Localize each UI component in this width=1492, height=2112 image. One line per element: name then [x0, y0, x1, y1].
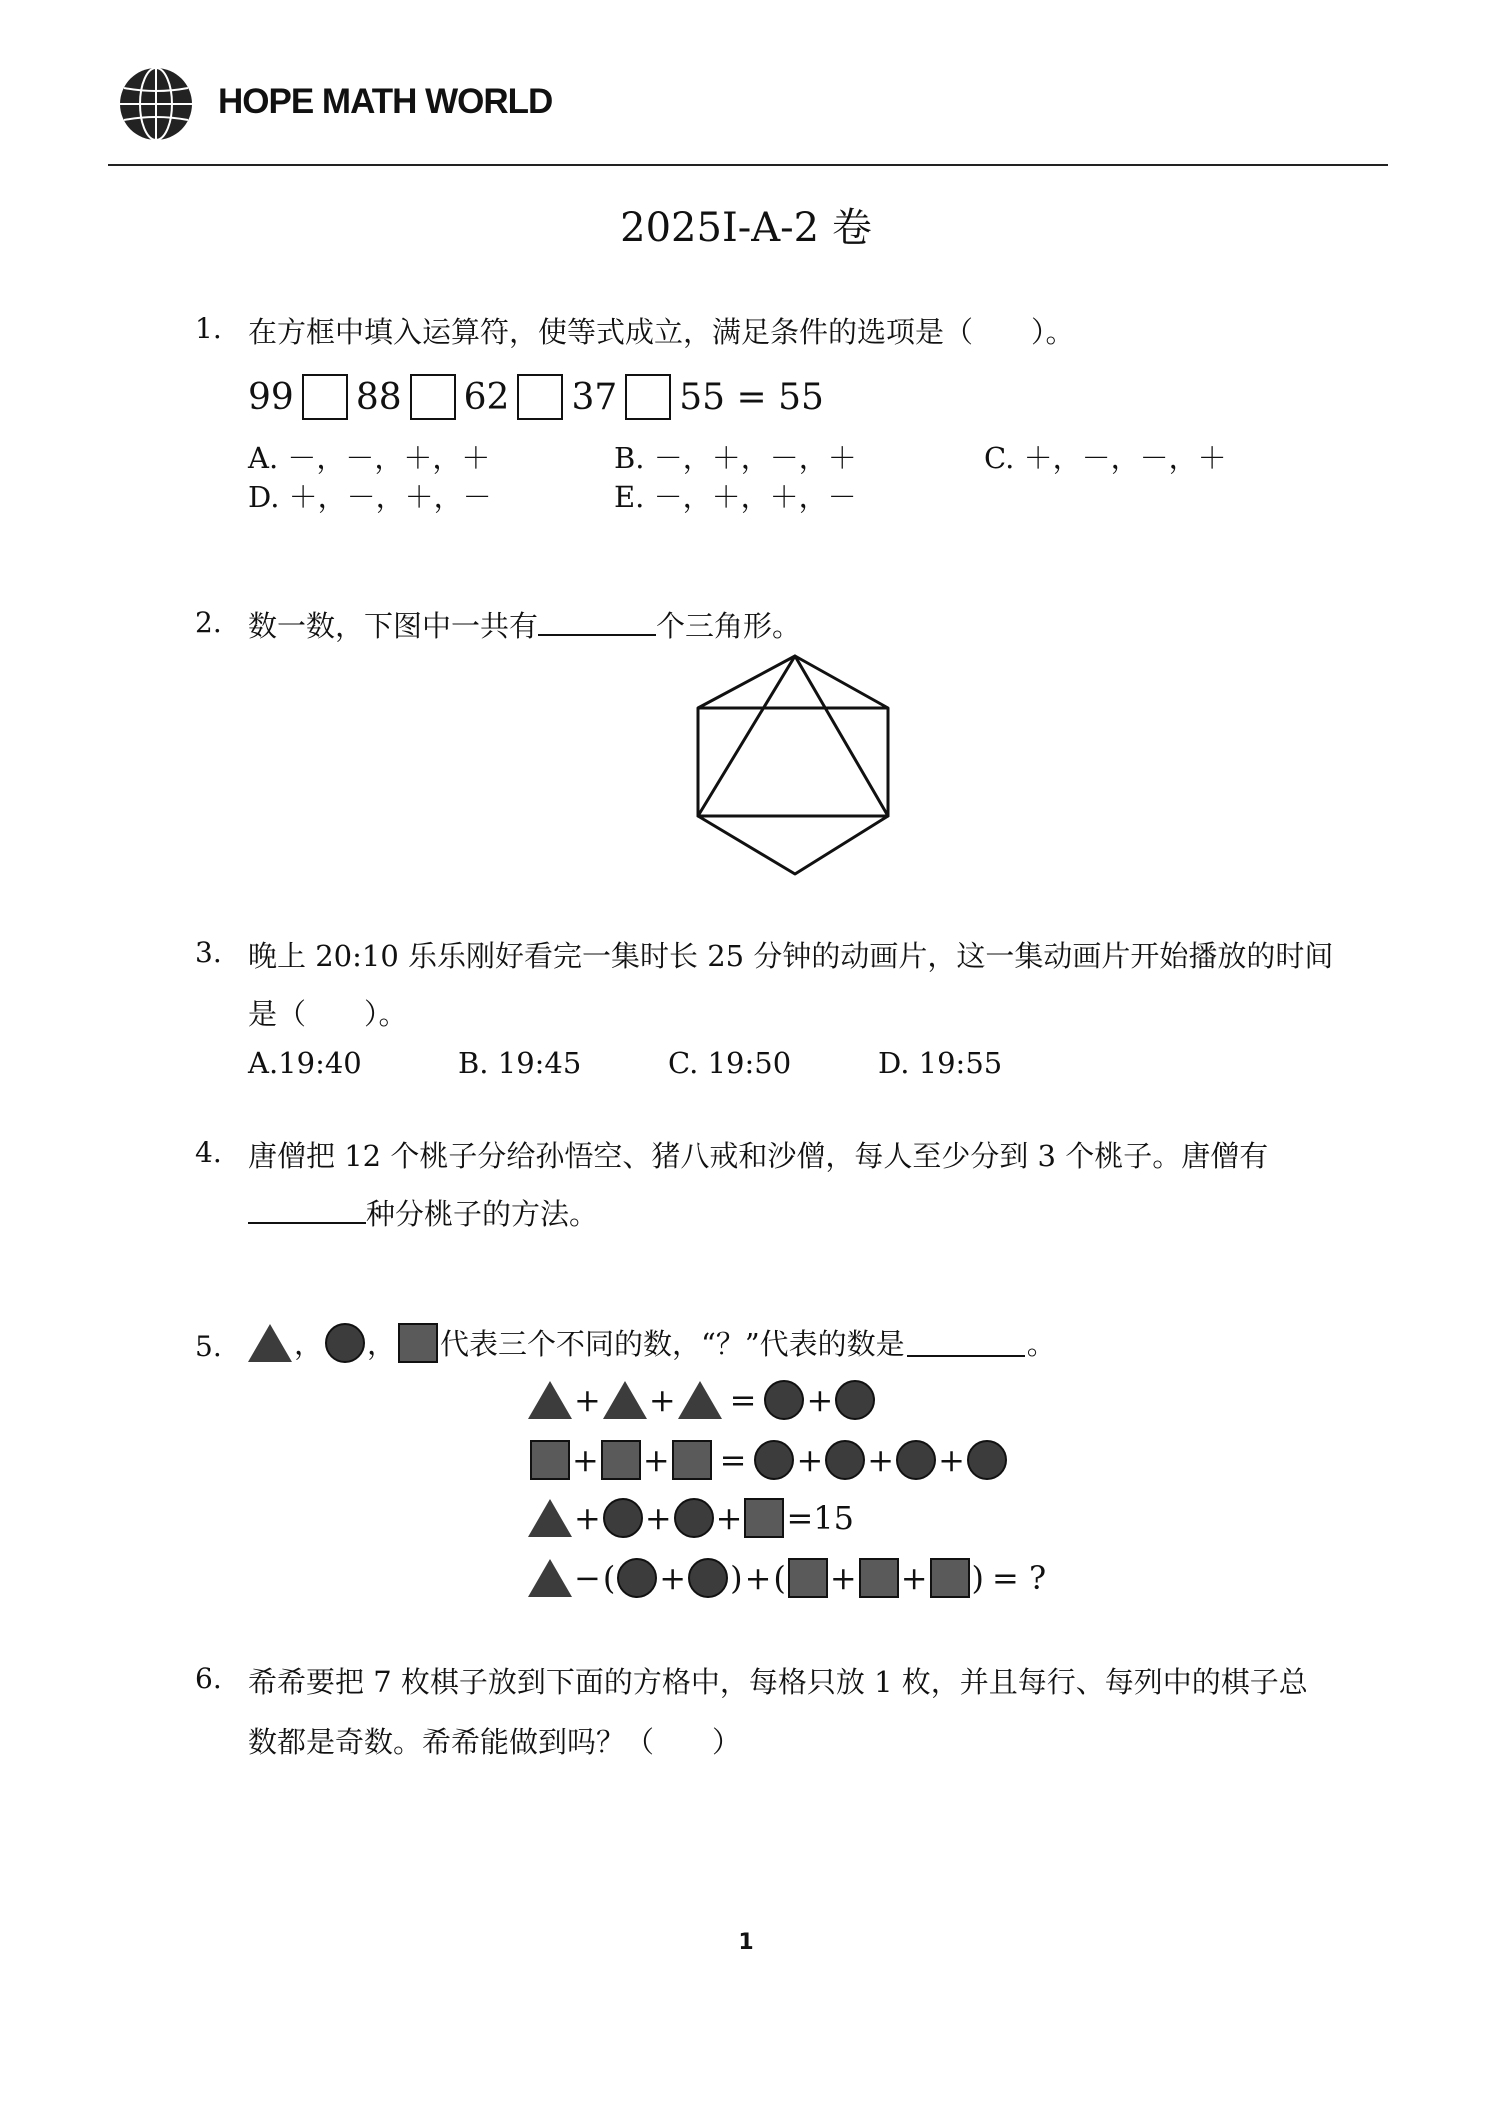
question-3-line-1: 晚上 20:10 乐乐刚好看完一集时长 25 分钟的动画片，这一集动画片开始播放的时间	[248, 939, 1334, 973]
triangle-icon	[678, 1381, 722, 1419]
question-6-number: 6.	[195, 1662, 222, 1695]
question-4-number: 4.	[195, 1136, 222, 1169]
plus-sign: +	[648, 1381, 676, 1419]
plus-sign: +	[574, 1499, 601, 1537]
equation-row-4	[528, 1558, 1046, 1598]
equals-sign: =	[729, 1381, 757, 1419]
question-3-line-2: 是（ ）。	[248, 997, 408, 1031]
triangle-icon	[528, 1381, 572, 1419]
equals-question: = ?	[992, 1559, 1047, 1597]
square-icon	[788, 1558, 828, 1598]
minus-sign: −	[574, 1559, 601, 1597]
eq-term-3: 62	[463, 376, 510, 418]
equation-row-3	[528, 1498, 854, 1538]
plus-sign: +	[744, 1559, 772, 1597]
question-5-number: 5.	[195, 1330, 222, 1363]
question-1-text: 在方框中填入运算符，使等式成立，满足条件的选项是（ ）。	[248, 315, 1075, 349]
page-number: 1	[738, 1930, 754, 1955]
plus-sign: +	[806, 1381, 834, 1419]
plus-sign: +	[572, 1441, 599, 1479]
q3-option-a: A.19:40	[248, 1046, 362, 1080]
circle-icon	[674, 1498, 714, 1538]
equals-fifteen: =15	[786, 1499, 854, 1537]
answer-blank	[907, 1329, 1025, 1357]
question-5-text	[248, 1322, 1056, 1363]
q1-option-a: A. －，－，＋，＋	[248, 441, 491, 475]
square-icon	[930, 1558, 970, 1598]
q1-option-b: B. －，＋，－，＋	[614, 441, 857, 475]
comma: ，	[294, 1327, 324, 1361]
operator-box-2	[410, 374, 456, 420]
q3-option-d: D. 19:55	[878, 1046, 1003, 1080]
circle-icon	[754, 1440, 794, 1480]
question-1-equation	[248, 374, 824, 420]
plus-sign: +	[715, 1499, 743, 1537]
q1-option-c: C. ＋，－，－，＋	[984, 441, 1227, 475]
circle-icon	[967, 1440, 1007, 1480]
q5-text-a: 代表三个不同的数，“？”代表的数是	[440, 1327, 905, 1361]
q3-option-c: C. 19:50	[668, 1046, 792, 1080]
question-2-number: 2.	[195, 606, 222, 639]
equation-row-1	[528, 1380, 875, 1420]
triangle-icon	[528, 1499, 572, 1537]
circle-icon	[688, 1558, 728, 1598]
page-title: 2025I-A-2 卷	[620, 205, 872, 251]
right-paren: )	[971, 1559, 984, 1597]
question-4-line-2	[248, 1192, 598, 1233]
eq-term-2: 88	[355, 376, 402, 418]
triangle-symbol-icon	[248, 1324, 292, 1362]
plus-sign: +	[796, 1441, 824, 1479]
square-icon	[530, 1440, 570, 1480]
question-6-line-2: 数都是奇数。希希能做到吗？（ ）	[248, 1725, 742, 1759]
square-icon	[672, 1440, 712, 1480]
plus-sign: +	[659, 1559, 687, 1597]
equation-row-2	[530, 1440, 1007, 1480]
square-icon	[859, 1558, 899, 1598]
triangle-icon	[603, 1381, 647, 1419]
circle-icon	[617, 1558, 657, 1598]
plus-sign: +	[644, 1499, 672, 1537]
answer-blank	[248, 1196, 366, 1224]
circle-icon	[603, 1498, 643, 1538]
question-2-text	[248, 604, 801, 645]
question-3-number: 3.	[195, 936, 222, 969]
circle-icon	[896, 1440, 936, 1480]
plus-sign: +	[938, 1441, 965, 1479]
operator-box-4	[625, 374, 671, 420]
question-1-number: 1.	[195, 312, 222, 345]
circle-icon	[764, 1380, 804, 1420]
q2-text-b: 个三角形。	[656, 609, 802, 643]
left-paren: (	[773, 1559, 786, 1597]
square-symbol-icon	[398, 1323, 438, 1363]
plus-sign: +	[642, 1441, 670, 1479]
eq-term-5: 55 = 55	[679, 376, 824, 418]
operator-box-1	[302, 374, 348, 420]
q1-option-e: E. －，＋，＋，－	[614, 480, 857, 514]
comma: ，	[367, 1327, 397, 1361]
circle-icon	[825, 1440, 865, 1480]
left-paren: (	[602, 1559, 616, 1597]
q4-text-b: 种分桃子的方法。	[366, 1197, 599, 1231]
brand-name: HOPE MATH WORLD	[218, 82, 553, 121]
circle-symbol-icon	[325, 1323, 365, 1363]
circle-icon	[835, 1380, 875, 1420]
q2-text-a: 数一数，下图中一共有	[248, 609, 539, 643]
eq-term-1: 99	[248, 376, 294, 418]
plus-sign: +	[829, 1559, 857, 1597]
q3-option-b: B. 19:45	[458, 1046, 582, 1080]
right-paren: )	[730, 1559, 743, 1597]
triangle-icon	[528, 1559, 572, 1597]
hexagon-triangle-figure	[690, 652, 900, 880]
equals-sign: =	[719, 1441, 747, 1479]
plus-sign: +	[574, 1381, 601, 1419]
q5-text-b: 。	[1026, 1327, 1056, 1361]
plus-sign: +	[900, 1559, 928, 1597]
q1-option-d: D. ＋，－，＋，－	[248, 480, 492, 514]
question-4-line-1: 唐僧把 12 个桃子分给孙悟空、猪八戒和沙僧，每人至少分到 3 个桃子。唐僧有	[248, 1139, 1269, 1173]
square-icon	[601, 1440, 641, 1480]
answer-blank	[538, 608, 656, 636]
eq-term-4: 37	[571, 376, 618, 418]
plus-sign: +	[867, 1441, 895, 1479]
square-icon	[744, 1498, 784, 1538]
operator-box-3	[517, 374, 563, 420]
globe-logo-icon	[104, 62, 204, 146]
question-6-line-1: 希希要把 7 枚棋子放到下面的方格中，每格只放 1 枚，并且每行、每列中的棋子总	[248, 1665, 1308, 1699]
header-divider	[108, 164, 1388, 166]
